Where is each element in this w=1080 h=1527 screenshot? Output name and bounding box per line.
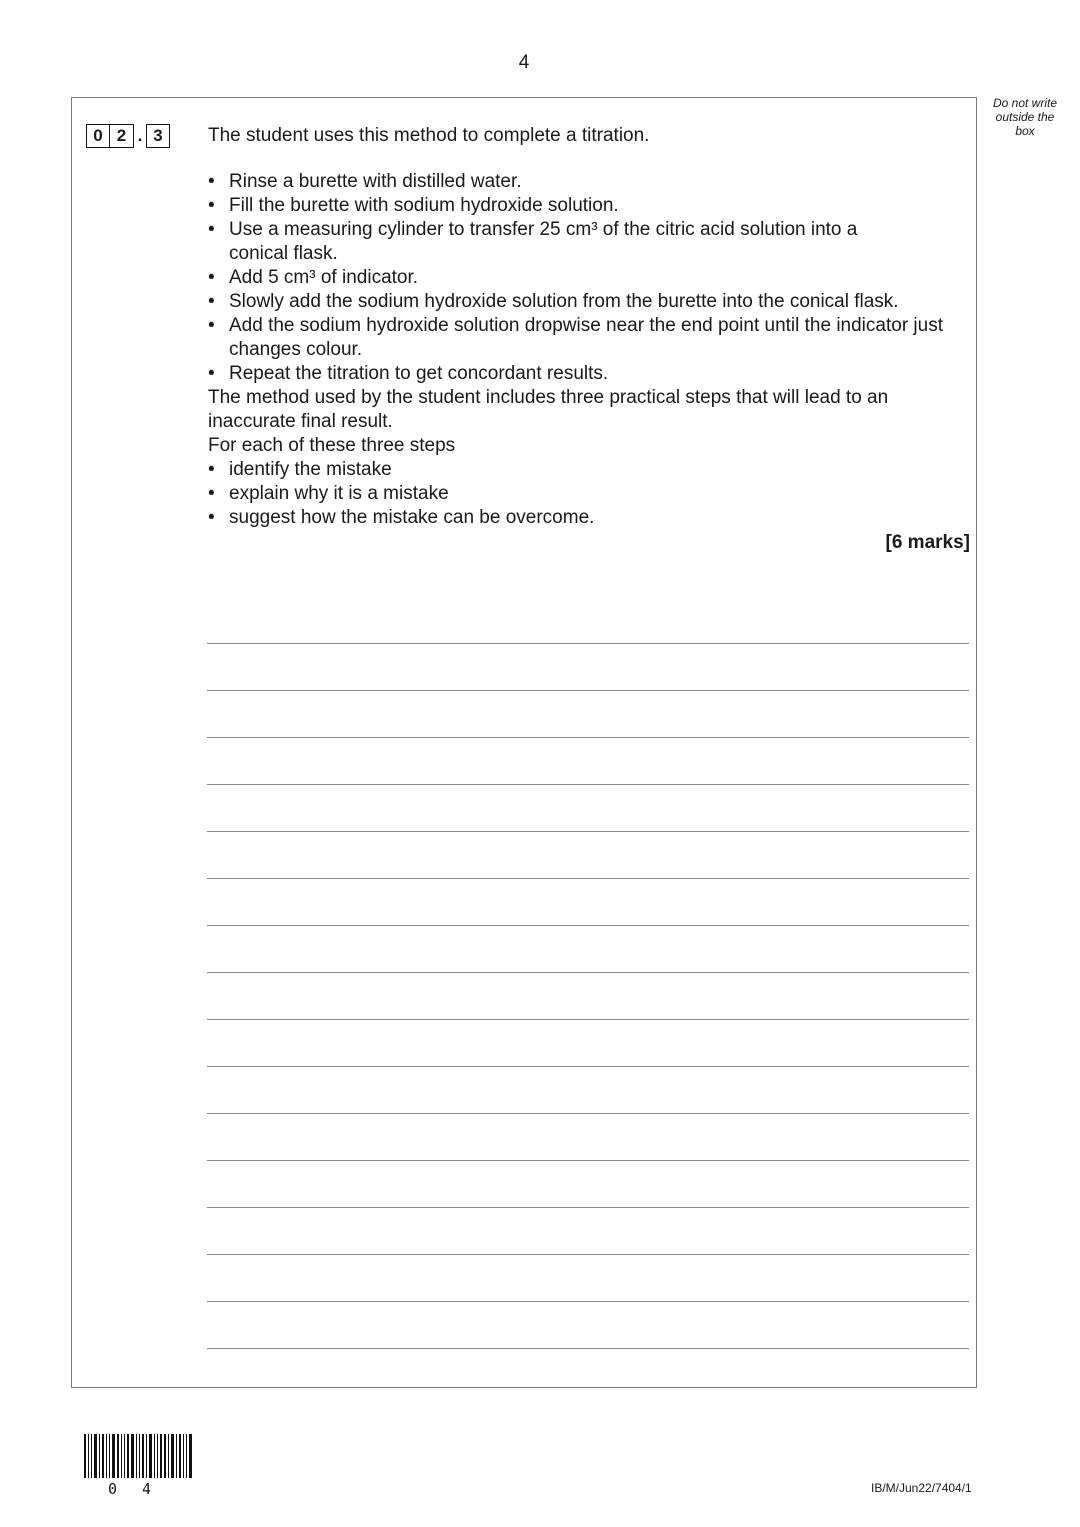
question-statement: The method used by the student includes three practical steps that will lead to an inaccurate final result. bbox=[208, 387, 889, 432]
barcode-bar bbox=[127, 1434, 129, 1478]
barcode-bar bbox=[131, 1434, 134, 1478]
method-step: • Repeat the titration to get concordant results. bbox=[208, 362, 970, 386]
method-steps bbox=[208, 170, 970, 386]
barcode-bar bbox=[189, 1434, 192, 1478]
task-list bbox=[208, 458, 970, 530]
page-number: 4 bbox=[518, 52, 530, 73]
barcode-bar bbox=[157, 1434, 158, 1478]
question-number bbox=[86, 123, 170, 149]
answer-line[interactable] bbox=[207, 1113, 969, 1114]
task-item: • suggest how the mistake can be overcome. bbox=[208, 506, 970, 530]
answer-line[interactable] bbox=[207, 1254, 969, 1255]
barcode bbox=[84, 1434, 194, 1478]
barcode-bar bbox=[146, 1434, 147, 1478]
barcode-bar bbox=[121, 1434, 122, 1478]
paper-reference: IB/M/Jun22/7404/1 bbox=[871, 1481, 972, 1495]
answer-line[interactable] bbox=[207, 1019, 969, 1020]
barcode-bar bbox=[102, 1434, 104, 1478]
barcode-bar bbox=[164, 1434, 166, 1478]
barcode-bar bbox=[84, 1434, 86, 1478]
barcode-bar bbox=[183, 1434, 184, 1478]
task-item: • identify the mistake bbox=[208, 458, 970, 482]
answer-line[interactable] bbox=[207, 737, 969, 738]
barcode-bar bbox=[154, 1434, 155, 1478]
question-number-box: 0 bbox=[86, 124, 110, 148]
barcode-bar bbox=[171, 1434, 174, 1478]
margin-note-line: Do not write bbox=[992, 96, 1058, 110]
barcode-bar bbox=[160, 1434, 162, 1478]
method-step: • Add the sodium hydroxide solution dropwise near the end point until the indicator just changes colour. bbox=[208, 314, 970, 362]
barcode-bar bbox=[168, 1434, 169, 1478]
question-intro: The student uses this method to complete a titration. bbox=[208, 125, 650, 146]
answer-line[interactable] bbox=[207, 925, 969, 926]
method-step: • Use a measuring cylinder to transfer 25 cm³ of the citric acid solution into a conical flask. bbox=[208, 218, 970, 266]
question-number-box: 3 bbox=[146, 124, 170, 148]
question-content bbox=[208, 124, 970, 555]
margin-note bbox=[984, 96, 1066, 138]
barcode-bar bbox=[109, 1434, 110, 1478]
method-step: • Rinse a burette with distilled water. bbox=[208, 170, 970, 194]
answer-lines[interactable] bbox=[207, 643, 969, 1395]
marks-label: [6 marks] bbox=[885, 532, 970, 553]
barcode-bar bbox=[112, 1434, 115, 1478]
answer-line[interactable] bbox=[207, 1207, 969, 1208]
answer-line[interactable] bbox=[207, 690, 969, 691]
barcode-bar bbox=[179, 1434, 181, 1478]
barcode-bar bbox=[142, 1434, 144, 1478]
margin-note-line: box bbox=[1015, 124, 1035, 138]
barcode-bar bbox=[176, 1434, 177, 1478]
barcode-bar bbox=[91, 1434, 92, 1478]
method-step: • Slowly add the sodium hydroxide solution from the burette into the conical flask. bbox=[208, 290, 970, 314]
question-number-box: 2 bbox=[110, 124, 134, 148]
answer-line[interactable] bbox=[207, 1066, 969, 1067]
barcode-bar bbox=[139, 1434, 140, 1478]
barcode-bar bbox=[88, 1434, 89, 1478]
answer-line[interactable] bbox=[207, 972, 969, 973]
barcode-bar bbox=[186, 1434, 187, 1478]
answer-line[interactable] bbox=[207, 878, 969, 879]
barcode-bar bbox=[149, 1434, 152, 1478]
task-intro: For each of these three steps bbox=[208, 435, 456, 456]
answer-line[interactable] bbox=[207, 643, 969, 644]
task-item: • explain why it is a mistake bbox=[208, 482, 970, 506]
question-number-separator: . bbox=[137, 126, 143, 145]
barcode-bar bbox=[106, 1434, 107, 1478]
barcode-bar bbox=[117, 1434, 119, 1478]
barcode-text: 0 4 bbox=[108, 1480, 160, 1498]
answer-line[interactable] bbox=[207, 831, 969, 832]
answer-line[interactable] bbox=[207, 1160, 969, 1161]
barcode-bar bbox=[99, 1434, 100, 1478]
answer-line[interactable] bbox=[207, 1301, 969, 1302]
answer-line[interactable] bbox=[207, 1348, 969, 1349]
answer-line[interactable] bbox=[207, 784, 969, 785]
barcode-bar bbox=[124, 1434, 125, 1478]
barcode-bar bbox=[136, 1434, 137, 1478]
margin-note-line: outside the bbox=[995, 110, 1055, 124]
barcode-bar bbox=[94, 1434, 97, 1478]
method-step: • Fill the burette with sodium hydroxide solution. bbox=[208, 194, 970, 218]
method-step: • Add 5 cm³ of indicator. bbox=[208, 266, 970, 290]
